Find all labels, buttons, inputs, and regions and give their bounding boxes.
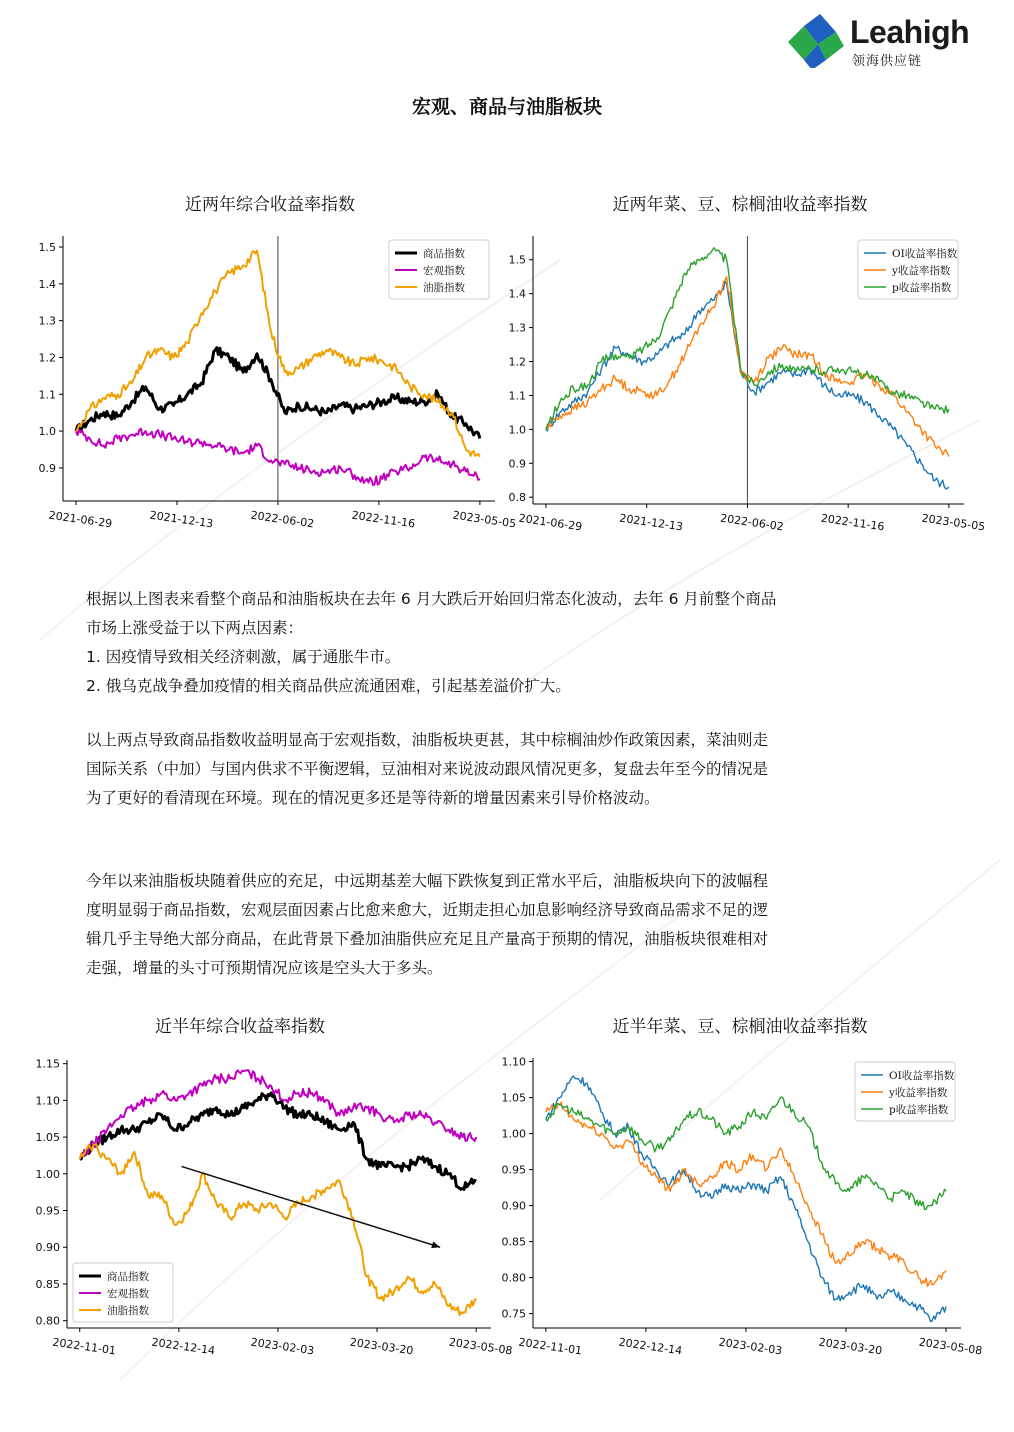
legend-label: 油脂指数: [107, 1305, 149, 1317]
y-tick-label: 1.15: [35, 1057, 60, 1071]
legend-label: OI收益率指数: [892, 248, 958, 260]
y-tick-label: 1.5: [38, 241, 56, 255]
page-title: 宏观、商品与油脂板块: [411, 96, 602, 118]
x-tick-label: 2022-06-02: [719, 511, 785, 534]
y-tick-label: 1.2: [508, 355, 526, 369]
chart-title-3: 近半年综合收益率指数: [155, 1017, 325, 1037]
y-tick-label: 1.2: [38, 351, 56, 365]
x-tick-label: 2022-12-14: [150, 1335, 216, 1358]
y-tick-label: 0.9: [38, 461, 56, 475]
y-tick-label: 1.5: [508, 253, 526, 267]
text-line: 辑几乎主导绝大部分商品，在此背景下叠加油脂供应充足且产量高于预期的情况，油脂板块很难相对: [86, 930, 769, 948]
legend-label: y收益率指数: [892, 265, 951, 277]
y-tick-label: 1.4: [38, 277, 56, 291]
legend-label: OI收益率指数: [889, 1070, 955, 1082]
paragraph-3: [86, 867, 932, 983]
list-item: 1. 因疫情导致相关经济刺激，属于通胀牛市。: [86, 648, 401, 666]
y-tick-label: 0.75: [501, 1307, 526, 1321]
text-line: 国际关系（中加）与国内供求不平衡逻辑，豆油相对来说波动跟风情况更多，复盘去年至今的情况是: [86, 760, 769, 778]
chart-legend: [855, 1062, 955, 1121]
text-line: 根据以上图表来看整个商品和油脂板块在去年 6 月大跌后开始回归常态化波动，去年 6 月前整个商品: [86, 590, 777, 608]
x-tick-label: 2022-11-16: [820, 511, 886, 534]
y-tick-label: 1.05: [501, 1091, 526, 1105]
y-tick-label: 0.95: [35, 1204, 60, 1218]
y-tick-label: 0.85: [35, 1277, 60, 1291]
x-tick-label: 2022-11-01: [517, 1335, 583, 1358]
chart-title-1: 近两年综合收益率指数: [185, 195, 355, 215]
chart-title-4: 近半年菜、豆、棕榈油收益率指数: [612, 1017, 868, 1037]
trend-arrow-head-icon: [431, 1241, 440, 1248]
text-line: 市场上涨受益于以下两点因素：: [86, 619, 304, 637]
y-tick-label: 1.0: [508, 423, 526, 437]
y-tick-label: 1.05: [35, 1131, 60, 1145]
x-tick-label: 2023-02-03: [249, 1335, 315, 1358]
chart-title-2: 近两年菜、豆、棕榈油收益率指数: [612, 195, 868, 215]
legend-label: 商品指数: [423, 248, 465, 260]
chart-legend: [858, 240, 958, 299]
leahigh-logo-mark-icon: [786, 12, 846, 68]
y-tick-label: 1.10: [35, 1094, 60, 1108]
text-line: 为了更好的看清现在环境。现在的情况更多还是等待新的增量因素来引导价格波动。: [86, 789, 660, 807]
y-tick-label: 0.8: [508, 491, 526, 505]
x-tick-label: 2022-12-14: [617, 1335, 683, 1358]
x-tick-label: 2023-05-05: [920, 511, 986, 534]
leahigh-logo: [786, 12, 986, 68]
text-line: 走强，增量的头寸可预期情况应该是空头大于多头。: [86, 959, 443, 977]
chart-svg: [498, 232, 986, 542]
x-tick-label: 2023-02-03: [717, 1335, 783, 1358]
trend-arrow-line: [181, 1166, 440, 1247]
y-tick-label: 0.90: [35, 1241, 60, 1255]
chart-svg: [496, 1052, 984, 1362]
list-item: 2. 俄乌克战争叠加疫情的相关商品供应流通困难，引起基差溢价扩大。: [86, 677, 571, 695]
x-tick-label: 2023-03-20: [348, 1335, 415, 1358]
chart-legend: [389, 240, 489, 299]
y-tick-label: 1.0: [38, 425, 56, 439]
y-tick-label: 0.9: [508, 457, 526, 471]
y-tick-label: 1.1: [508, 389, 526, 403]
x-tick-label: 2021-12-13: [618, 511, 684, 534]
y-tick-label: 0.95: [501, 1163, 526, 1177]
x-tick-label: 2021-06-29: [517, 511, 583, 534]
legend-label: p收益率指数: [889, 1104, 949, 1116]
y-tick-label: 1.3: [38, 314, 56, 328]
legend-label: p收益率指数: [892, 282, 952, 294]
chart-4: [496, 1052, 984, 1362]
legend-label: 宏观指数: [423, 265, 465, 277]
text-line: 今年以来油脂板块随着供应的充足，中远期基差大幅下跌恢复到正常水平后，油脂板块向下的波幅程: [86, 872, 769, 890]
y-tick-label: 1.1: [38, 388, 56, 402]
chart-2: [498, 232, 986, 542]
legend-label: y收益率指数: [889, 1087, 948, 1099]
chart-legend: [73, 1263, 173, 1322]
x-tick-label: 2023-05-08: [448, 1335, 514, 1358]
paragraph-1: [86, 585, 932, 701]
y-tick-label: 0.80: [35, 1314, 60, 1328]
y-tick-label: 1.00: [35, 1167, 60, 1181]
x-tick-label: 2022-06-02: [249, 508, 315, 531]
series-line-1: [80, 1093, 477, 1189]
x-tick-label: 2022-11-16: [350, 508, 416, 531]
series-line-2: [80, 1070, 477, 1159]
y-tick-label: 0.90: [501, 1199, 526, 1213]
y-tick-label: 0.85: [501, 1235, 526, 1249]
y-tick-label: 1.3: [508, 321, 526, 335]
x-tick-label: 2022-11-01: [51, 1335, 117, 1358]
x-tick-label: 2021-12-13: [148, 508, 214, 531]
y-tick-label: 0.80: [501, 1271, 526, 1285]
text-line: 以上两点导致商品指数收益明显高于宏观指数，油脂板块更甚，其中棕榈油炒作政策因素，菜油则走: [86, 731, 769, 749]
x-tick-label: 2021-06-29: [47, 508, 114, 531]
brand-name: Leahigh: [850, 14, 970, 50]
x-tick-label: 2023-05-05: [451, 508, 517, 531]
x-tick-label: 2023-05-08: [917, 1335, 984, 1358]
paragraph-2: [86, 726, 932, 813]
y-tick-label: 1.4: [508, 287, 526, 301]
x-tick-label: 2023-03-20: [817, 1335, 884, 1358]
brand-subtitle: 领海供应链: [852, 54, 923, 69]
legend-label: 宏观指数: [107, 1288, 149, 1300]
y-tick-label: 1.00: [501, 1127, 526, 1141]
text-line: 度明显弱于商品指数，宏观层面因素占比愈来愈大，近期走担心加息影响经济导致商品需求不足的逻: [86, 901, 769, 919]
legend-label: 油脂指数: [423, 282, 465, 294]
y-tick-label: 1.10: [501, 1055, 526, 1069]
legend-label: 商品指数: [107, 1271, 149, 1283]
